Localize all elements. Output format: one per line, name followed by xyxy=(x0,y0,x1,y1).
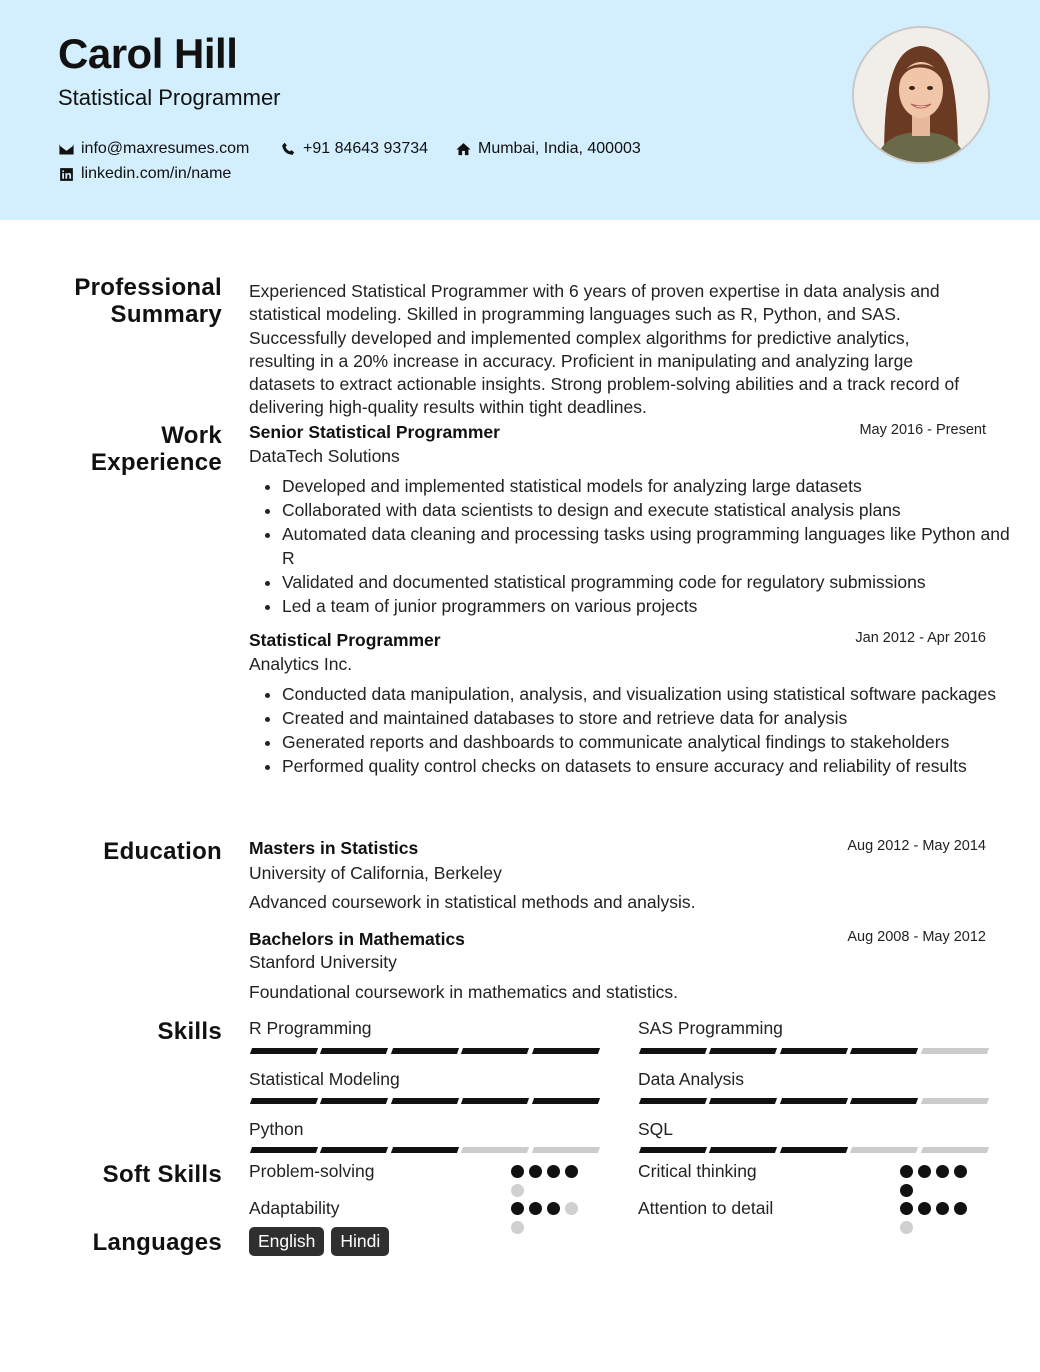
linkedin-icon xyxy=(58,166,75,183)
skill-level-bar xyxy=(251,1098,599,1104)
skill-name: R Programming xyxy=(249,1018,372,1038)
skill-bar-segment xyxy=(921,1098,990,1104)
soft-skill-name: Adaptability xyxy=(249,1198,340,1218)
rating-dot xyxy=(954,1165,967,1178)
rating-dot xyxy=(900,1184,913,1197)
skill-bar-segment xyxy=(391,1098,460,1104)
skill-bar-segment xyxy=(250,1098,319,1104)
list-item: • Led a team of junior programmers on various projects xyxy=(282,594,1012,618)
skill-bar-segment xyxy=(780,1147,849,1153)
skill-level-bar xyxy=(640,1147,988,1153)
section-heading-languages: Languages xyxy=(92,1229,222,1256)
rating-dot xyxy=(565,1202,578,1215)
resume-header xyxy=(0,0,1040,220)
skill-level-bar xyxy=(251,1147,599,1153)
soft-skill-rating xyxy=(900,1165,972,1197)
skill-name: SAS Programming xyxy=(638,1018,783,1038)
list-item: • Validated and documented statistical programming code for regulatory submissions xyxy=(282,570,1012,594)
phone-icon xyxy=(280,141,297,158)
skill-bar-segment xyxy=(850,1147,919,1153)
skill-bar-segment xyxy=(639,1098,708,1104)
list-item: • Created and maintained databases to store and retrieve data for analysis xyxy=(282,706,1012,730)
skill-bar-segment xyxy=(391,1147,460,1153)
section-heading-soft-skills: Soft Skills xyxy=(102,1161,222,1188)
skill-bar-segment xyxy=(532,1147,601,1153)
education-dates: Aug 2012 - May 2014 xyxy=(847,838,986,854)
list-item: • Developed and implemented statistical models for analyzing large datasets xyxy=(282,474,1012,498)
rating-dot xyxy=(936,1202,949,1215)
skill-bar-segment xyxy=(709,1147,778,1153)
section-heading-work: Work Experience xyxy=(90,422,222,476)
skill-bar-segment xyxy=(320,1048,389,1054)
list-item: • Conducted data manipulation, analysis, and visualization using statistical software packages xyxy=(282,682,1012,706)
list-item: • Generated reports and dashboards to communicate analytical findings to stakeholders xyxy=(282,730,1012,754)
skill-bar-segment xyxy=(921,1048,990,1054)
candidate-name: Carol Hill xyxy=(58,30,238,77)
skill-bar-segment xyxy=(850,1048,919,1054)
profile-photo xyxy=(852,26,990,164)
section-heading-education: Education xyxy=(103,838,222,865)
job-bullets xyxy=(249,682,1012,778)
rating-dot xyxy=(565,1165,578,1178)
summary-text: Experienced Statistical Programmer with 6 years of proven expertise in data analysis and statistical modeling. Skilled in programming languages such as R, Python, and SAS. Successfully developed and implemented complex algorithms for predictive analytics, resulting in a 20% increase in accuracy. Proficient in manipulating and analyzing large datasets to extract actionable insights. Strong problem-solving abilities and a track record of delivering high-quality results within tight deadlines. xyxy=(249,281,960,418)
section-heading-summary: Professional Summary xyxy=(74,274,222,328)
list-item: • Automated data cleaning and processing tasks using programming languages like Python and R xyxy=(282,522,1012,570)
rating-dot xyxy=(918,1165,931,1178)
location-text: Mumbai, India, 400003 xyxy=(478,140,641,157)
skill-level-bar xyxy=(640,1048,988,1054)
skill-bar-segment xyxy=(250,1147,319,1153)
degree-title: Masters in Statistics xyxy=(249,838,419,858)
rating-dot xyxy=(900,1202,913,1215)
rating-dot xyxy=(511,1184,524,1197)
skill-bar-segment xyxy=(639,1147,708,1153)
rating-dot xyxy=(511,1165,524,1178)
skill-bar-segment xyxy=(461,1048,530,1054)
skill-name: Statistical Modeling xyxy=(249,1069,400,1089)
language-badge: English xyxy=(249,1227,324,1256)
list-item: • Performed quality control checks on datasets to ensure accuracy and reliability of results xyxy=(282,754,1012,778)
skill-bar-segment xyxy=(709,1048,778,1054)
skill-bar-segment xyxy=(709,1098,778,1104)
job-company: DataTech Solutions xyxy=(249,446,400,466)
soft-skill-name: Critical thinking xyxy=(638,1161,757,1181)
rating-dot xyxy=(900,1165,913,1178)
skill-name: Python xyxy=(249,1119,304,1139)
job-dates: Jan 2012 - Apr 2016 xyxy=(855,630,986,646)
school-name: Stanford University xyxy=(249,952,397,972)
job-title: Statistical Programmer xyxy=(249,630,441,650)
skill-bar-segment xyxy=(250,1048,319,1054)
soft-skill-name: Problem-solving xyxy=(249,1161,375,1181)
linkedin-text: linkedin.com/in/name xyxy=(81,165,232,182)
skill-bar-segment xyxy=(532,1098,601,1104)
soft-skill-rating xyxy=(511,1202,583,1234)
rating-dot xyxy=(900,1221,913,1234)
skill-level-bar xyxy=(640,1098,988,1104)
job-title: Senior Statistical Programmer xyxy=(249,422,500,442)
skill-bar-segment xyxy=(639,1048,708,1054)
skill-bar-segment xyxy=(461,1098,530,1104)
skill-bar-segment xyxy=(850,1098,919,1104)
job-bullets xyxy=(249,474,1012,618)
rating-dot xyxy=(918,1202,931,1215)
skill-bar-segment xyxy=(320,1098,389,1104)
rating-dot xyxy=(936,1165,949,1178)
soft-skill-rating xyxy=(511,1165,583,1197)
email-text: info@maxresumes.com xyxy=(81,140,250,157)
contact-phone[interactable] xyxy=(280,140,428,158)
list-item: • Collaborated with data scientists to design and execute statistical analysis plans xyxy=(282,498,1012,522)
rating-dot xyxy=(529,1202,542,1215)
job-dates: May 2016 - Present xyxy=(859,422,986,438)
skill-name: SQL xyxy=(638,1119,674,1139)
school-name: University of California, Berkeley xyxy=(249,863,502,883)
education-description: Advanced coursework in statistical methods and analysis. xyxy=(249,892,696,912)
education-dates: Aug 2008 - May 2012 xyxy=(847,929,986,945)
skill-name: Data Analysis xyxy=(638,1069,745,1089)
education-description: Foundational coursework in mathematics and statistics. xyxy=(249,982,678,1002)
candidate-title: Statistical Programmer xyxy=(58,85,281,110)
soft-skill-rating xyxy=(900,1202,972,1234)
section-heading-skills: Skills xyxy=(157,1018,222,1045)
rating-dot xyxy=(511,1221,524,1234)
envelope-icon xyxy=(58,141,75,158)
contact-location xyxy=(455,140,641,158)
language-list xyxy=(249,1227,389,1256)
contact-linkedin[interactable] xyxy=(58,165,231,183)
skill-bar-segment xyxy=(780,1048,849,1054)
rating-dot xyxy=(547,1202,560,1215)
rating-dot xyxy=(954,1202,967,1215)
contact-email[interactable] xyxy=(58,140,249,158)
skill-bar-segment xyxy=(921,1147,990,1153)
skill-bar-segment xyxy=(461,1147,530,1153)
phone-text: +91 84643 93734 xyxy=(303,140,429,157)
rating-dot xyxy=(529,1165,542,1178)
job-company: Analytics Inc. xyxy=(249,654,353,674)
skill-bar-segment xyxy=(532,1048,601,1054)
skill-bar-segment xyxy=(320,1147,389,1153)
home-icon xyxy=(455,141,472,158)
rating-dot xyxy=(547,1165,560,1178)
degree-title: Bachelors in Mathematics xyxy=(249,929,465,949)
skill-level-bar xyxy=(251,1048,599,1054)
soft-skill-name: Attention to detail xyxy=(638,1198,774,1218)
language-badge: Hindi xyxy=(331,1227,389,1256)
skill-bar-segment xyxy=(391,1048,460,1054)
skill-bar-segment xyxy=(780,1098,849,1104)
rating-dot xyxy=(511,1202,524,1215)
